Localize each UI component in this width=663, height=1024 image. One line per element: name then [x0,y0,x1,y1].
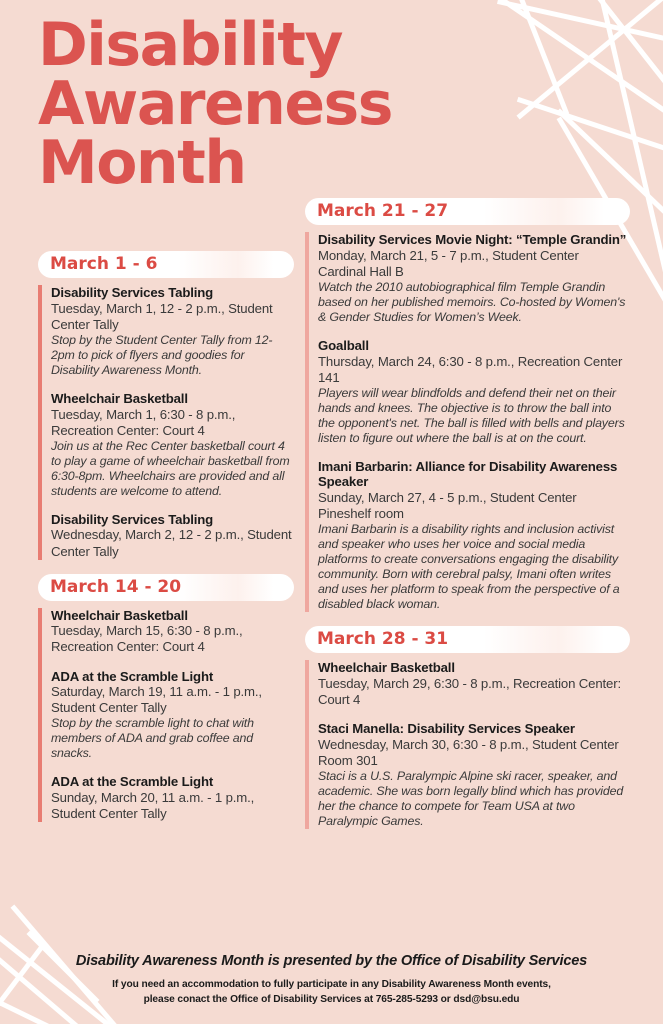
week-pill [305,198,630,225]
schedule-column-right [305,198,630,843]
event-item [51,285,294,378]
week-pill-label: March 28 - 31 [317,629,449,650]
week-pill [38,574,294,601]
week-pill [38,251,294,278]
event-item [318,232,630,325]
title-line-2: Awareness [38,68,392,139]
event-title: Staci Manella: Disability Services Speaker [318,721,575,737]
footer-accommodation-line-2: please conact the Office of Disability Services at 765-285-5293 or dsd@bsu.edu [143,994,520,1006]
footer-presented-by: Disability Awareness Month is presented by the Office of Disability Services [75,953,588,970]
event-datetime-location: Monday, March 21, 5 - 7 p.m., Student Center Cardinal Hall B [318,247,579,279]
event-item [318,338,630,446]
event-description: Watch the 2010 autobiographical film Temple Grandin based on her published memoirs. Co-hosted by Women's & Gender Studies for Women’s Week. [318,279,626,324]
event-datetime-location: Tuesday, March 15, 6:30 - 8 p.m., Recreation Center: Court 4 [51,623,243,655]
event-datetime-location: Sunday, March 27, 4 - 5 p.m., Student Center Pineshelf room [318,490,577,522]
footer-accommodation-line-1: If you need an accommodation to fully participate in any Disability Awareness Month events, [112,979,551,991]
week-event-list [38,285,294,560]
event-description: Imani Barbarin is a disability rights and inclusion activist and speaker who uses her voice and social media platforms to create conversations engaging the disability community. Born with cerebral palsy, Imani often writes and uses her platform to speak from the perspective of a disabled black woman. [318,522,620,612]
event-description: Players will wear blindfolds and defend their net on their hands and knees. The objective is to throw the ball into the opponent's net. The ball is filled with bells and players listen to figure out where the ball is at on the court. [318,385,625,445]
event-datetime-location: Tuesday, March 1, 12 - 2 p.m., Student Center Tally [51,300,273,332]
week-pill [305,626,630,653]
week-pill-label: March 21 - 27 [317,201,449,221]
event-title: Wheelchair Basketball [318,660,455,676]
event-title: Disability Services Tabling [51,511,214,527]
event-item [51,669,294,762]
event-title: ADA at the Scramble Light [51,668,214,684]
event-item [51,774,294,822]
page-title [38,10,458,198]
event-description: Join us at the Rec Center basketball court 4 to play a game of wheelchair basketball from 6:30-8pm. Wheelchairs are provided and all students are welcome to attend. [51,438,290,498]
event-datetime-location: Wednesday, March 30, 6:30 - 8 p.m., Student Center Room 301 [318,736,619,769]
event-title: ADA at the Scramble Light [51,774,214,790]
event-title: Wheelchair Basketball [51,607,188,623]
event-item [51,391,294,499]
event-datetime-location: Tuesday, March 29, 6:30 - 8 p.m., Recreation Center: Court 4 [318,676,621,708]
week-section [38,251,294,560]
event-item [51,608,294,656]
week-event-list [38,608,294,823]
event-description: Stop by the Student Center Tally from 12-2pm to pick of flyers and goodies for Disability Awareness Month. [51,332,273,377]
event-datetime-location: Wednesday, March 2, 12 - 2 p.m., Student Center Tally [51,527,292,559]
title-line-3: Month [38,127,246,198]
event-title: Disability Services Movie Night: “Temple Grandin” [318,232,627,247]
week-pill-label: March 14 - 20 [50,576,182,597]
event-datetime-location: Sunday, March 20, 11 a.m. - 1 p.m., Student Center Tally [51,790,255,822]
schedule-column-left [38,251,294,836]
week-section [305,198,630,612]
event-datetime-location: Thursday, March 24, 6:30 - 8 p.m., Recreation Center 141 [318,353,623,385]
week-section [38,574,294,823]
event-item [318,660,630,708]
event-item [318,459,630,613]
week-event-list [305,660,630,829]
event-item [318,721,630,829]
event-description: Staci is a U.S. Paralympic Alpine ski racer, speaker, and academic. She was born legally blind which has provided her the chance to compete for Team USA at two Paralympic Games. [318,769,624,829]
week-section [305,626,630,829]
event-item [51,512,294,560]
event-title: Imani Barbarin: Alliance for Disability Awareness Speaker [318,458,618,490]
event-title: Wheelchair Basketball [51,390,188,406]
event-title: Goalball [318,337,369,353]
event-description: Stop by the scramble light to chat with members of ADA and grab coffee and snacks. [51,716,254,761]
event-datetime-location: Saturday, March 19, 11 a.m. - 1 p.m., Student Center Tally [51,684,262,716]
footer [0,953,663,1008]
title-line-1: Disability [38,10,343,80]
week-event-list [305,232,630,612]
week-pill-label: March 1 - 6 [50,254,158,274]
event-datetime-location: Tuesday, March 1, 6:30 - 8 p.m., Recreation Center: Court 4 [51,406,236,438]
event-title: Disability Services Tabling [51,285,214,300]
